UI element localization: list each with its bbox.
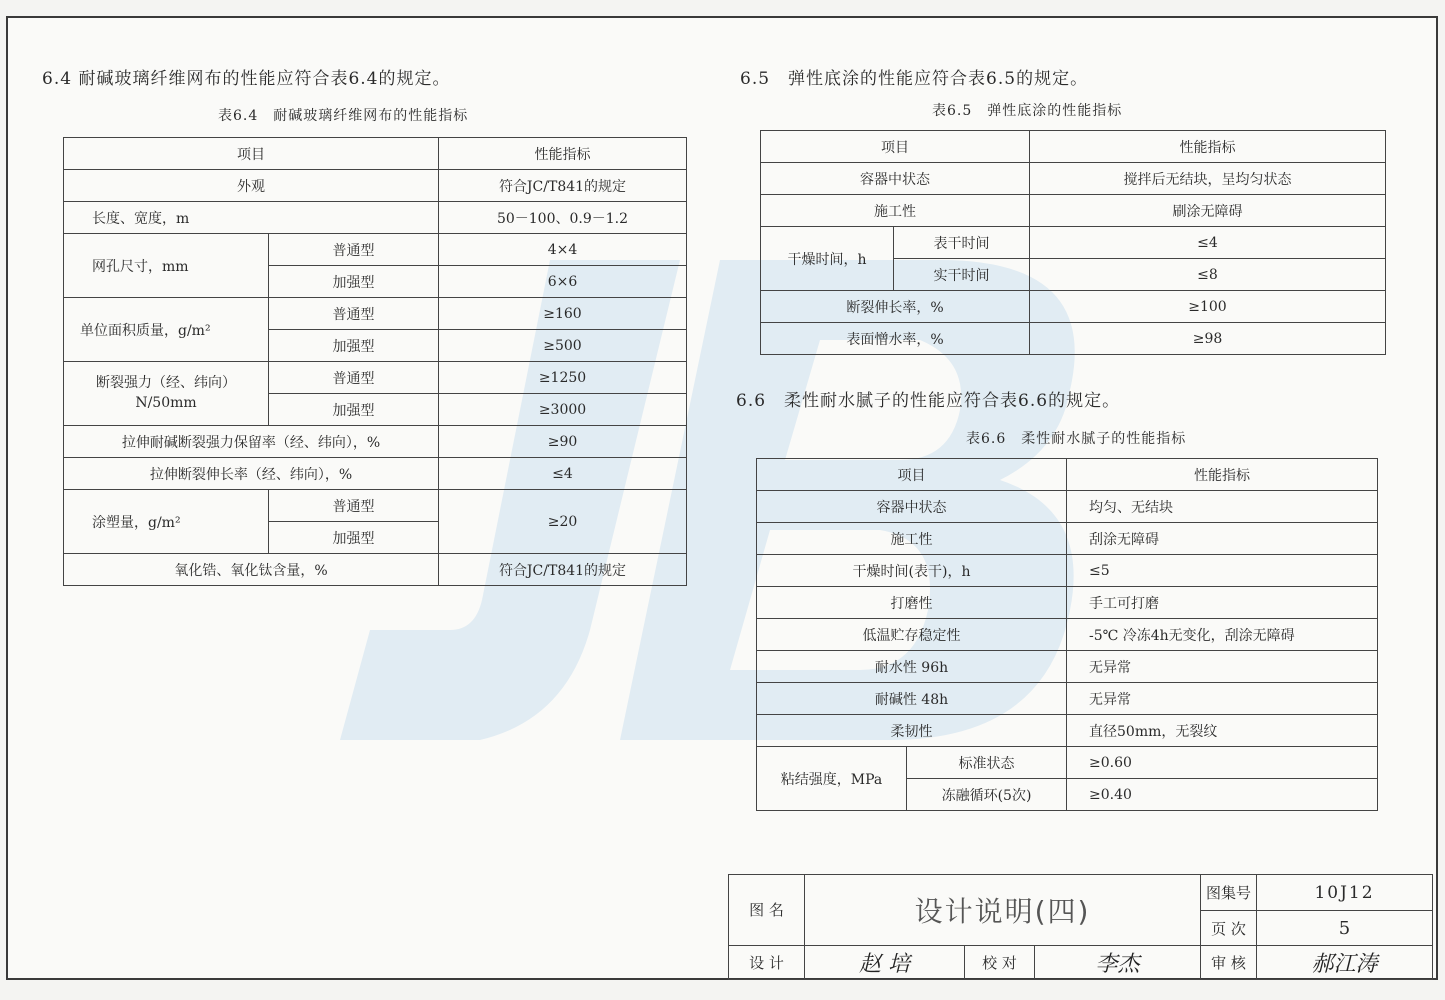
section-6-6-heading: 6.6 柔性耐水腻子的性能应符合表6.6的规定。 [736, 391, 1121, 411]
table-row [64, 298, 687, 330]
checker-label: 校 对 [965, 945, 1035, 979]
table-6-5-caption: 表6.5 弹性底涂的性能指标 [932, 103, 1123, 119]
cell-item: 施工性 [761, 195, 1030, 227]
cell-item: 干燥时间，h [761, 227, 894, 291]
section-6-4-heading: 6.4 耐碱玻璃纤维网布的性能应符合表6.4的规定。 [42, 69, 451, 89]
cell-value: -5℃ 冷冻4h无变化，刮涂无障碍 [1067, 619, 1378, 651]
cell-value: 4×4 [439, 234, 687, 266]
cell-item: 施工性 [757, 523, 1067, 555]
atlas-number: 10J12 [1257, 875, 1433, 911]
table-row [761, 323, 1386, 355]
cell-subitem: 加强型 [269, 266, 439, 298]
table-row [757, 491, 1378, 523]
table-row [729, 875, 1433, 911]
cell-subitem: 普通型 [269, 362, 439, 394]
cell-item: 耐碱性 48h [757, 683, 1067, 715]
cell-value: 直径50mm，无裂纹 [1067, 715, 1378, 747]
cell-item: 长度、宽度，m [64, 202, 439, 234]
cell-value: 6×6 [439, 266, 687, 298]
header-item: 项目 [757, 459, 1067, 491]
cell-subitem: 表干时间 [894, 227, 1030, 259]
cell-subitem: 加强型 [269, 330, 439, 362]
cell-item: 外观 [64, 170, 439, 202]
reviewer-signature: 郝江涛 [1257, 945, 1433, 979]
cell-value: ≥20 [439, 490, 687, 554]
table-row [757, 651, 1378, 683]
cell-value: 符合JC/T841的规定 [439, 170, 687, 202]
cell-subitem: 标准状态 [907, 747, 1067, 779]
cell-subitem: 冻融循环(5次) [907, 779, 1067, 811]
table-row [761, 131, 1386, 163]
cell-value: ≥500 [439, 330, 687, 362]
table-row [757, 747, 1378, 779]
table-6-4 [63, 137, 687, 586]
cell-item: 柔韧性 [757, 715, 1067, 747]
table-row [64, 554, 687, 586]
table-6-5 [760, 130, 1386, 355]
table-6-6-caption: 表6.6 柔性耐水腻子的性能指标 [966, 431, 1187, 447]
cell-value: ≤5 [1067, 555, 1378, 587]
cell-value: 符合JC/T841的规定 [439, 554, 687, 586]
table-row [757, 587, 1378, 619]
cell-value: 刷涂无障碍 [1030, 195, 1386, 227]
cell-item [64, 362, 269, 426]
cell-item: 低温贮存稳定性 [757, 619, 1067, 651]
table-row [757, 459, 1378, 491]
drawing-title: 设计说明(四) [805, 875, 1201, 946]
designer-signature: 赵 培 [805, 945, 965, 979]
table-row [761, 195, 1386, 227]
cell-item: 单位面积质量，g/m² [64, 298, 269, 362]
cell-value: ≥160 [439, 298, 687, 330]
table-row [64, 202, 687, 234]
cell-item: 耐水性 96h [757, 651, 1067, 683]
cell-item: 拉伸断裂伸长率（经、纬向），% [64, 458, 439, 490]
cell-value: 50－100、0.9－1.2 [439, 202, 687, 234]
checker-signature: 李杰 [1035, 945, 1201, 979]
table-6-6 [756, 458, 1378, 811]
cell-value: ≥98 [1030, 323, 1386, 355]
cell-subitem: 实干时间 [894, 259, 1030, 291]
table-row [64, 490, 687, 522]
table-row [64, 362, 687, 394]
drawing-name-label: 图 名 [729, 875, 805, 946]
cell-value: 无异常 [1067, 651, 1378, 683]
table-row [761, 227, 1386, 259]
header-performance: 性能指标 [1067, 459, 1378, 491]
table-row [757, 683, 1378, 715]
table-row [757, 619, 1378, 651]
page-label: 页 次 [1201, 911, 1257, 945]
cell-value: ≥1250 [439, 362, 687, 394]
table-row [64, 458, 687, 490]
table-row [64, 426, 687, 458]
cell-item: 干燥时间(表干)，h [757, 555, 1067, 587]
title-block [728, 874, 1433, 980]
cell-value: ≥100 [1030, 291, 1386, 323]
cell-item: 拉伸耐碱断裂强力保留率（经、纬向），% [64, 426, 439, 458]
table-row [757, 715, 1378, 747]
table-row [64, 234, 687, 266]
table-row [757, 523, 1378, 555]
cell-subitem: 加强型 [269, 394, 439, 426]
cell-subitem: 加强型 [269, 522, 439, 554]
cell-item: 容器中状态 [757, 491, 1067, 523]
table-row [761, 163, 1386, 195]
cell-item: 网孔尺寸，mm [64, 234, 269, 298]
designer-label: 设 计 [729, 945, 805, 979]
header-item: 项目 [64, 138, 439, 170]
cell-value: 刮涂无障碍 [1067, 523, 1378, 555]
cell-value: 无异常 [1067, 683, 1378, 715]
cell-item: 粘结强度，MPa [757, 747, 907, 811]
cell-item: 容器中状态 [761, 163, 1030, 195]
cell-value: ≤8 [1030, 259, 1386, 291]
header-performance: 性能指标 [1030, 131, 1386, 163]
cell-subitem: 普通型 [269, 298, 439, 330]
section-6-5-heading: 6.5 弹性底涂的性能应符合表6.5的规定。 [740, 69, 1089, 89]
header-performance: 性能指标 [439, 138, 687, 170]
page-number: 5 [1257, 911, 1433, 945]
cell-item-line2: N/50mm [135, 394, 197, 411]
cell-item: 打磨性 [757, 587, 1067, 619]
cell-subitem: 普通型 [269, 234, 439, 266]
cell-value: ≤4 [439, 458, 687, 490]
cell-value: ≥0.40 [1067, 779, 1378, 811]
cell-value: ≤4 [1030, 227, 1386, 259]
cell-value: ≥3000 [439, 394, 687, 426]
cell-value: 手工可打磨 [1067, 587, 1378, 619]
table-row [757, 555, 1378, 587]
cell-item: 表面憎水率，% [761, 323, 1030, 355]
cell-value: 均匀、无结块 [1067, 491, 1378, 523]
cell-item-line1: 断裂强力（经、纬向） [96, 374, 236, 391]
table-row [729, 945, 1433, 979]
cell-item: 氧化锆、氧化钛含量，% [64, 554, 439, 586]
table-6-4-caption: 表6.4 耐碱玻璃纤维网布的性能指标 [218, 108, 469, 124]
table-row [761, 291, 1386, 323]
table-row [64, 138, 687, 170]
atlas-number-label: 图集号 [1201, 875, 1257, 911]
cell-item: 断裂伸长率，% [761, 291, 1030, 323]
header-item: 项目 [761, 131, 1030, 163]
cell-value: 搅拌后无结块，呈均匀状态 [1030, 163, 1386, 195]
cell-subitem: 普通型 [269, 490, 439, 522]
table-row [64, 170, 687, 202]
cell-value: ≥90 [439, 426, 687, 458]
cell-item: 涂塑量，g/m² [64, 490, 269, 554]
reviewer-label: 审 核 [1201, 945, 1257, 979]
cell-value: ≥0.60 [1067, 747, 1378, 779]
